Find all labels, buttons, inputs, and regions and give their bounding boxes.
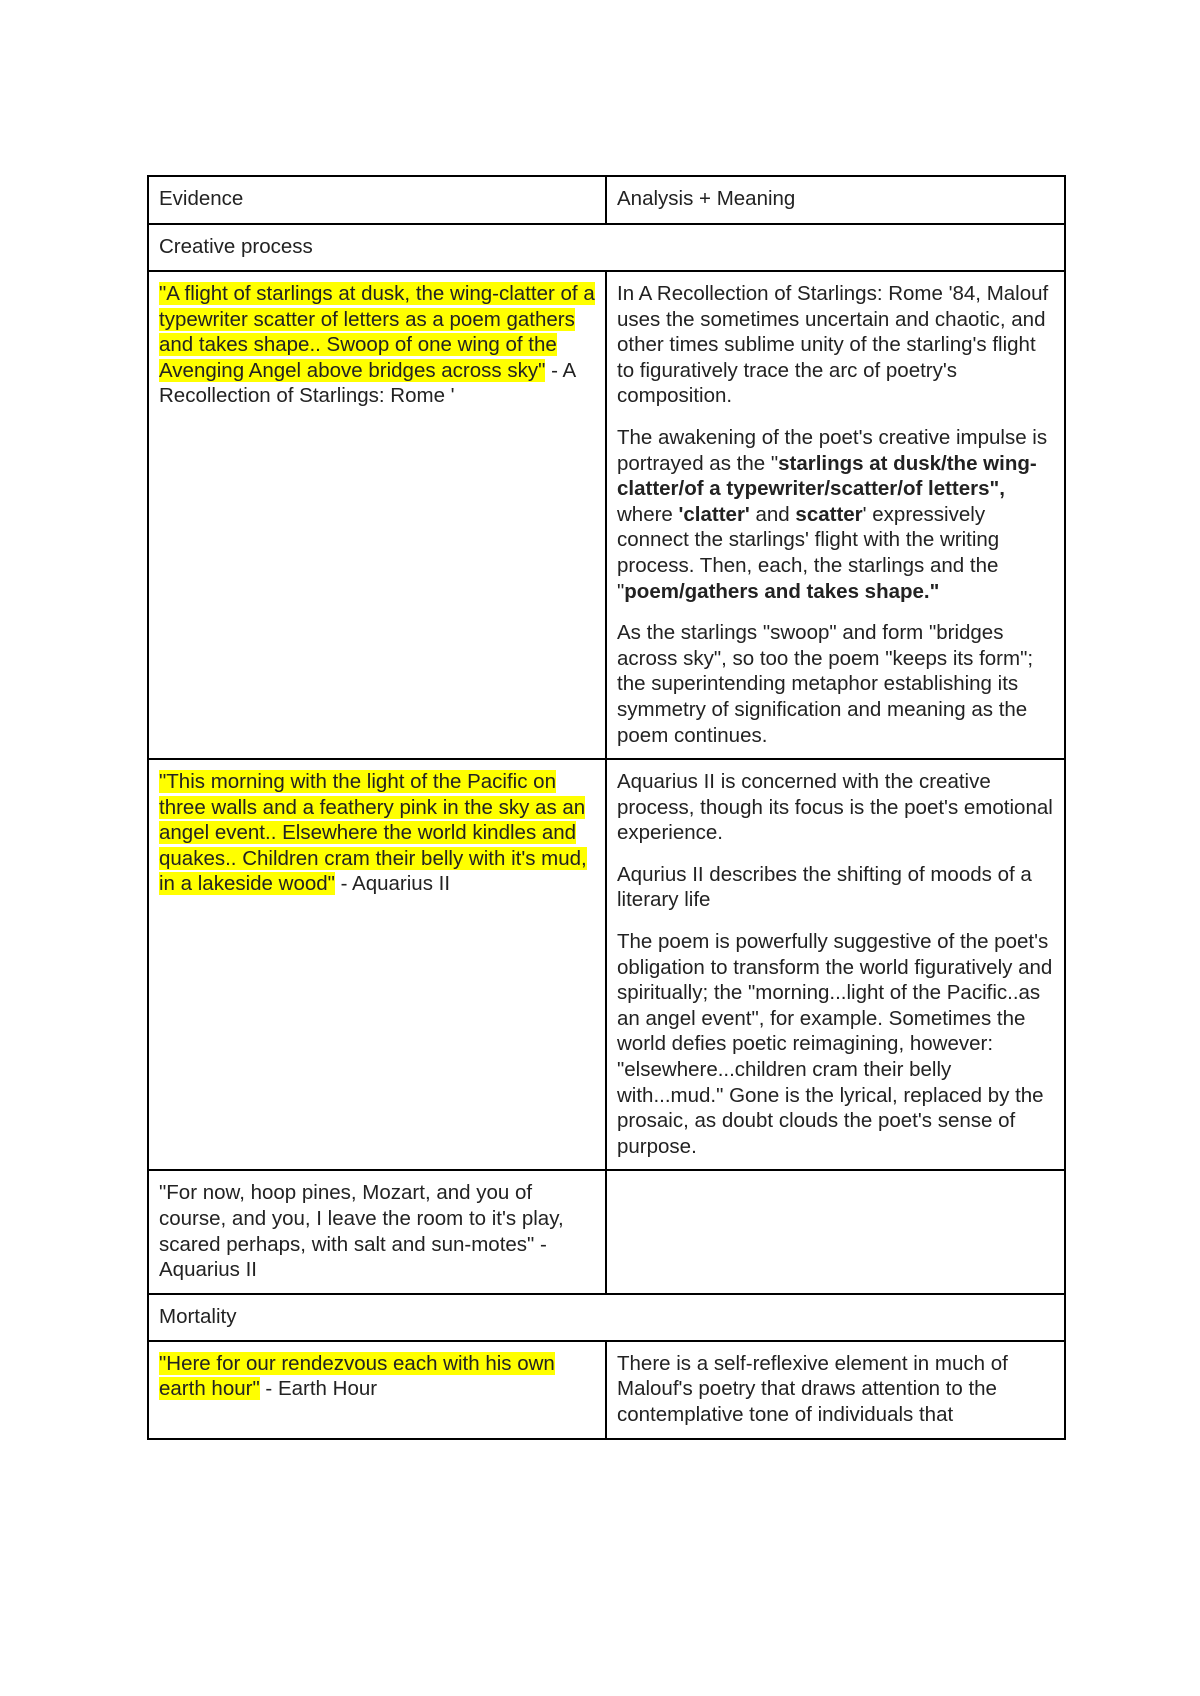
evidence-column-header: Evidence bbox=[148, 176, 606, 224]
section-row-creative-process bbox=[148, 224, 1065, 271]
analysis-cell-empty bbox=[606, 1170, 1065, 1293]
analysis-paragraph: The poem is powerfully suggestive of the poet's obligation to transform the world figuratively and spiritually; the "morning...light of the Pacific..as an angel event", for example. Sometimes the world defies poetic reimagining, however: "elsewhere...children cram their belly with...mud." Gone is the lyrical, replaced by the prosaic, as doubt clouds the poet's sense of purpose. bbox=[617, 930, 1053, 1158]
highlighted-quote: "Here for our rendezvous each with his own earth hour" bbox=[159, 1351, 555, 1401]
analysis-text: The awakening of the poet's creative impulse is portrayed as the " bbox=[617, 425, 1048, 475]
table-header-row bbox=[148, 176, 1065, 224]
highlighted-quote: "This morning with the light of the Pacific on three walls and a feathery pink in the sky as an angel event.. Elsewhere the world kindles and quakes.. Children cram their belly with it's mud, in a lakeside wood" bbox=[159, 770, 587, 896]
analysis-paragraph: Aqurius II describes the shifting of moods of a literary life bbox=[617, 862, 1032, 912]
quote-source: - Earth Hour bbox=[259, 1377, 378, 1401]
table-row bbox=[148, 1341, 1065, 1439]
quote-source: - Aquarius II bbox=[334, 872, 451, 896]
analysis-paragraph: Aquarius II is concerned with the creative process, though its focus is the poet's emotional experience. bbox=[617, 770, 1053, 845]
analysis-bold-text: poem/gathers and takes shape." bbox=[624, 579, 940, 603]
analysis-cell bbox=[606, 1341, 1065, 1439]
section-heading-mortality: Mortality bbox=[148, 1294, 1065, 1341]
analysis-paragraph bbox=[617, 425, 1055, 604]
evidence-analysis-table bbox=[147, 175, 1066, 1440]
analysis-bold-text: starlings at dusk/the wing-clatter/of a typewriter/scatter/of letters", bbox=[617, 451, 1037, 501]
analysis-cell bbox=[606, 271, 1065, 759]
analysis-bold-text: 'clatter' bbox=[678, 502, 750, 526]
evidence-cell: "For now, hoop pines, Mozart, and you of course, and you, I leave the room to it's play, scared perhaps, with salt and sun-motes" - Aquarius II bbox=[148, 1170, 606, 1293]
analysis-cell bbox=[606, 759, 1065, 1170]
highlighted-quote: "A flight of starlings at dusk, the wing-clatter of a typewriter scatter of letters as a poem gathers and takes shape.. Swoop of one wing of the Avenging Angel above bridges across sky" bbox=[159, 282, 595, 382]
quote-source: - A Recollection of Starlings: Rome ' bbox=[159, 358, 576, 408]
analysis-paragraph: In A Recollection of Starlings: Rome '84, Malouf uses the sometimes uncertain and chaotic, and other times sublime unity of the starling's flight to figuratively trace the arc of poetry's composition. bbox=[617, 282, 1049, 408]
analysis-paragraph: As the starlings "swoop" and form "bridges across sky", so too the poem "keeps its form"; the superintending metaphor establishing its symmetry of signification and meaning as the poem continues. bbox=[617, 621, 1034, 747]
analysis-text: and bbox=[749, 502, 796, 526]
evidence-cell bbox=[148, 1341, 606, 1439]
analysis-text: where bbox=[617, 502, 679, 526]
evidence-cell bbox=[148, 271, 606, 759]
table-row bbox=[148, 1170, 1065, 1293]
analysis-paragraph: There is a self-reflexive element in much of Malouf's poetry that draws attention to the contemplative tone of individuals that bbox=[617, 1351, 1008, 1426]
section-heading-creative-process: Creative process bbox=[148, 224, 1065, 271]
analysis-column-header: Analysis + Meaning bbox=[606, 176, 1065, 224]
table-row bbox=[148, 271, 1065, 759]
evidence-cell bbox=[148, 759, 606, 1170]
table-row bbox=[148, 759, 1065, 1170]
analysis-bold-text: scatter bbox=[795, 502, 863, 526]
section-row-mortality bbox=[148, 1294, 1065, 1341]
analysis-text: ' expressively connect the starlings' flight with the writing process. Then, each, the starlings and the " bbox=[617, 502, 1000, 603]
